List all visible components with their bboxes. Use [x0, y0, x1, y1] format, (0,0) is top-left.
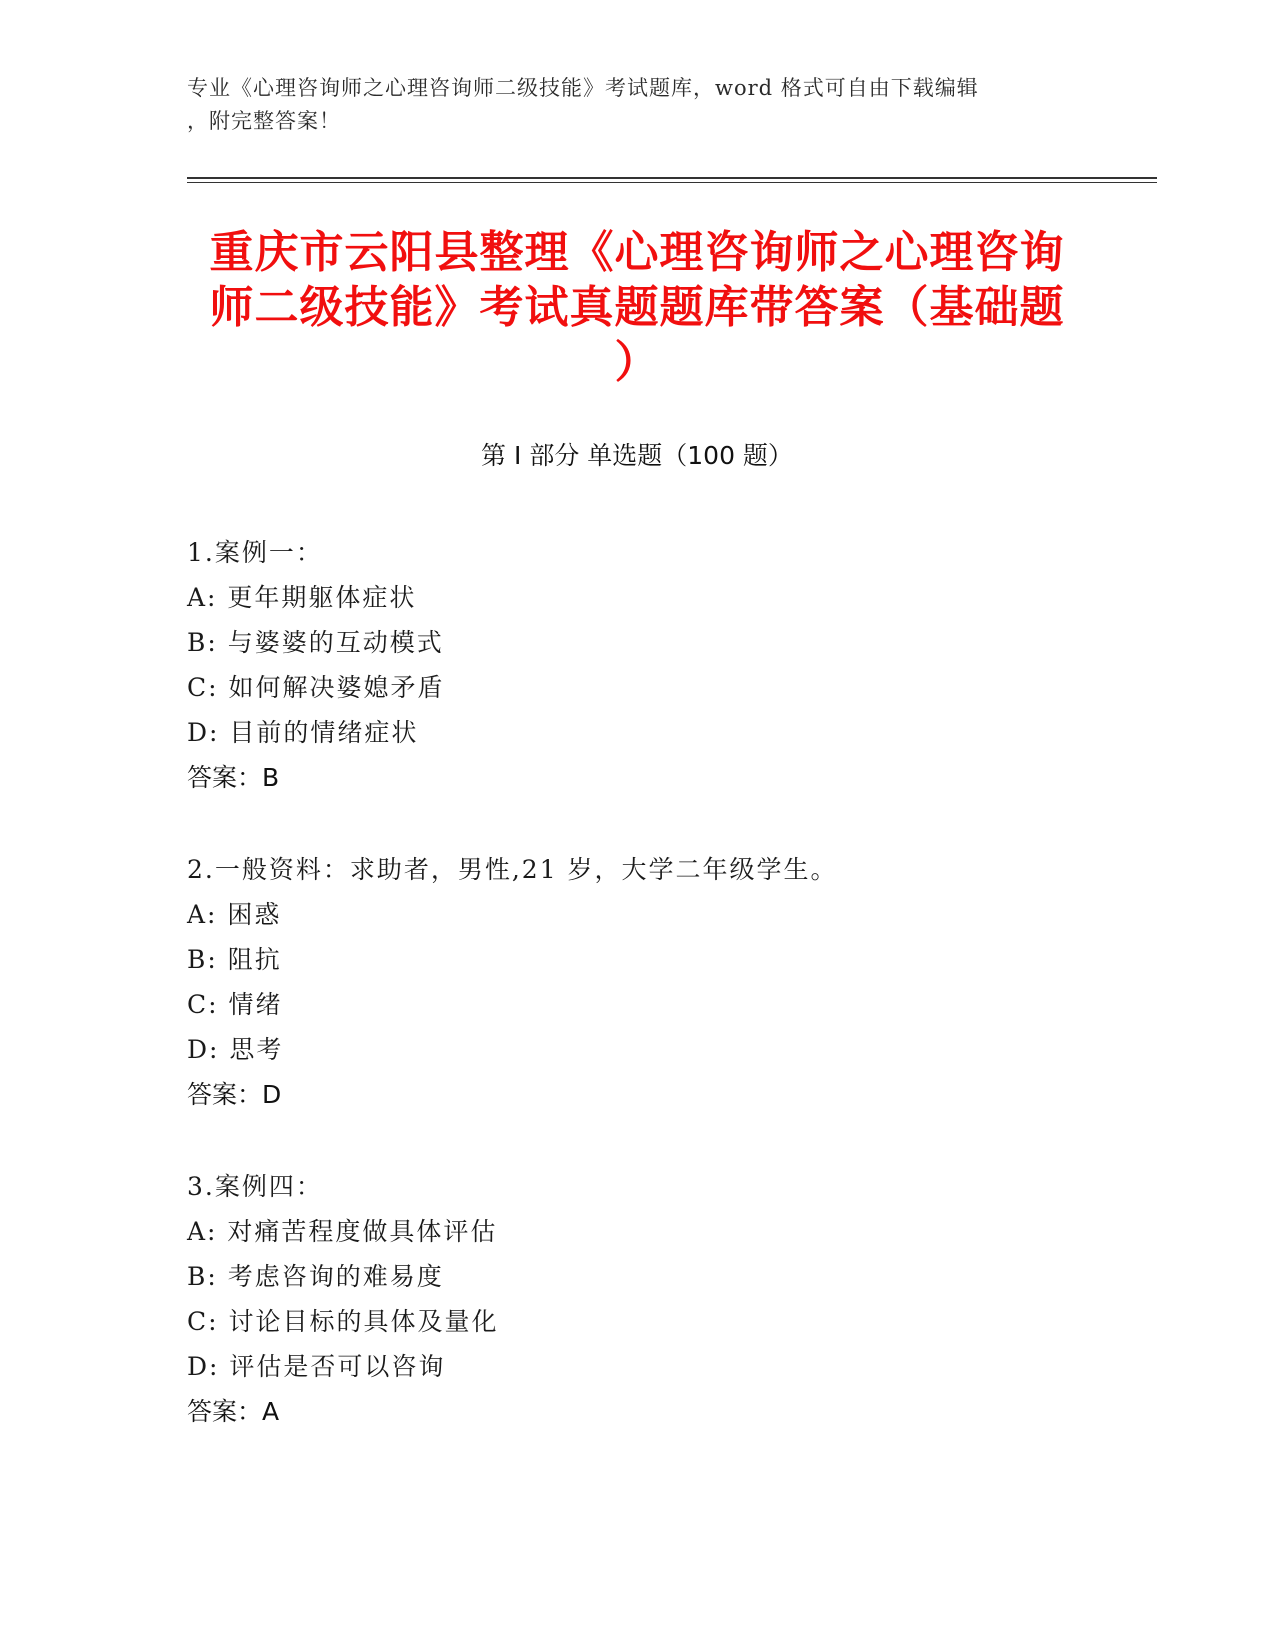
option-d: D: 评估是否可以咨询: [187, 1352, 446, 1381]
option-a: A: 更年期躯体症状: [187, 583, 417, 612]
answer-line: 答案：A: [187, 1397, 280, 1426]
option-d: D: 思考: [187, 1035, 284, 1064]
option-c: C: 讨论目标的具体及量化: [187, 1307, 499, 1336]
question-stem: 2.一般资料：求助者，男性,21 岁，大学二年级学生。: [187, 855, 838, 884]
answer-line: 答案：B: [187, 763, 280, 792]
question-item: [187, 530, 1087, 800]
option-a: A: 困惑: [187, 900, 282, 929]
option-b: B: 考虑咨询的难易度: [187, 1262, 444, 1291]
question-stem: 3.案例四：: [187, 1172, 323, 1201]
document-title-line-1: 重庆市云阳县整理《心理咨询师之心理咨询: [209, 227, 1065, 278]
section-heading: 第 I 部分 单选题（100 题）: [481, 441, 793, 470]
header-note-line-1: 专业《心理咨询师之心理咨询师二级技能》考试题库，word 格式可自由下载编辑: [187, 76, 979, 100]
header-divider-thin: [187, 182, 1157, 183]
option-a: A: 对痛苦程度做具体评估: [187, 1217, 498, 1246]
header-note-line-2: ，附完整答案！: [187, 109, 341, 133]
header-divider-thick: [187, 177, 1157, 179]
option-c: C: 情绪: [187, 990, 283, 1019]
header-note: [187, 72, 1077, 138]
option-b: B: 阻抗: [187, 945, 282, 974]
document-title-line-2: 师二级技能》考试真题题库带答案（基础题: [209, 282, 1065, 333]
question-item: [187, 1164, 1087, 1434]
document-title-line-3: ）: [614, 337, 660, 388]
question-stem: 1.案例一：: [187, 538, 323, 567]
option-c: C: 如何解决婆媳矛盾: [187, 673, 445, 702]
option-b: B: 与婆婆的互动模式: [187, 628, 444, 657]
document-title: [187, 225, 1087, 390]
question-list: [187, 530, 1087, 1481]
option-d: D: 目前的情绪症状: [187, 718, 419, 747]
question-item: [187, 847, 1087, 1117]
answer-line: 答案：D: [187, 1080, 282, 1109]
